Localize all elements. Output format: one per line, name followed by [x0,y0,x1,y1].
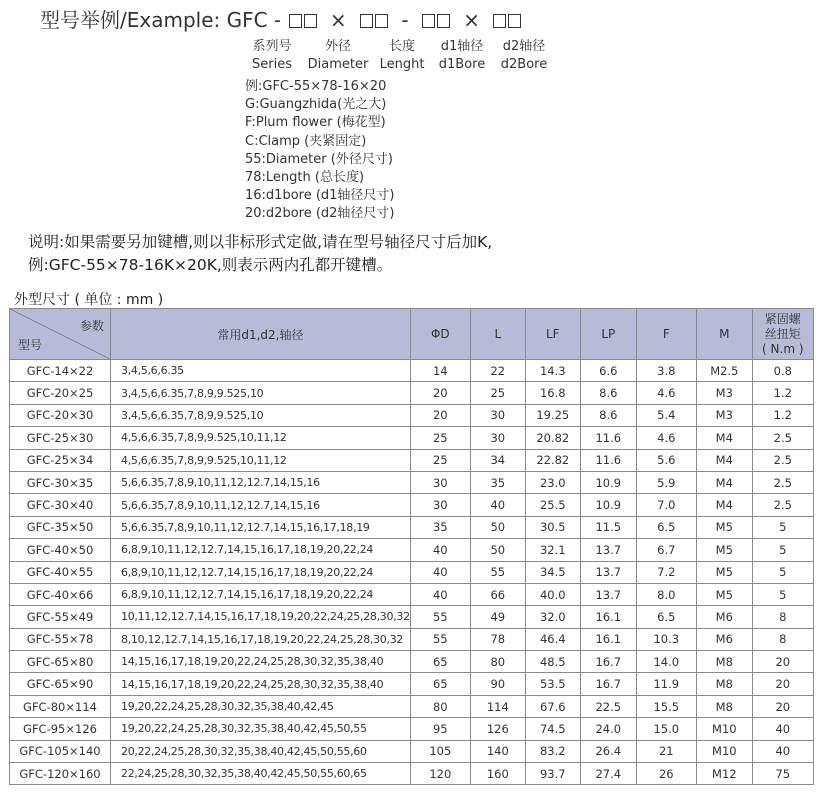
cell-f: 10.3 [636,628,696,650]
table-row [10,583,814,605]
cell-diameter: 65 [410,673,470,695]
code-label-cn: 长度 [388,39,415,54]
cell-lp: 16.1 [580,606,636,628]
cell-lf: 14.3 [525,360,580,382]
cell-screw: M5 [696,561,752,583]
cell-screw: M8 [696,651,752,673]
cell-screw: M8 [696,673,752,695]
cell-torque: 20 [752,695,813,717]
times-sign: × [463,8,481,32]
cell-screw: M5 [696,583,752,605]
cell-bore: 6,8,9,10,11,12,12.7,14,15,16,17,18,19,20,22,24 [111,561,411,583]
cell-lf: 93.7 [525,763,580,785]
table-row [10,718,814,740]
keyway-note [28,231,492,277]
cell-lf: 32.1 [525,539,580,561]
cell-model: GFC-20×25 [10,382,111,404]
cell-lf: 83.2 [525,740,580,762]
cell-lp: 16.7 [580,651,636,673]
cell-model: GFC-80×114 [10,695,111,717]
cell-lf: 48.5 [525,651,580,673]
table-row [10,360,814,382]
cell-length: 90 [470,673,525,695]
cell-model: GFC-20×30 [10,404,111,426]
cell-lf: 40.0 [525,583,580,605]
cell-model: GFC-40×66 [10,583,111,605]
table-row [10,740,814,762]
note-line: 说明:如果需要另加键槽,则以非标形式定做,请在型号轴径尺寸后加K, [28,233,493,251]
placeholder-box [375,14,388,28]
cell-lf: 16.8 [525,382,580,404]
table-row [10,382,814,404]
placeholder-box [437,14,450,28]
code-label-en: Lenght [379,57,425,72]
cell-lf: 46.4 [525,628,580,650]
code-label-diameter [302,38,374,74]
cell-lp: 24.0 [580,718,636,740]
cell-torque: 2.5 [752,427,813,449]
cell-screw: M3 [696,404,752,426]
cell-bore: 5,6,6.35,7,8,9,10,11,12,12.7,14,15,16 [111,471,411,493]
cell-length: 22 [470,360,525,382]
cell-model: GFC-55×78 [10,628,111,650]
cell-bore: 10,11,12,12.7,14,15,16,17,18,19,20,22,24,25,28,30,32 [111,606,411,628]
cell-f: 14.0 [636,651,696,673]
cell-screw: M2.5 [696,360,752,382]
cell-lp: 16.7 [580,673,636,695]
cell-diameter: 35 [410,516,470,538]
torque-line: 紧固螺 [764,311,801,326]
cell-screw: M10 [696,718,752,740]
cell-bore: 5,6,6.35,7,8,9,10,11,12,12.7,14,15,16 [111,494,411,516]
cell-diameter: 14 [410,360,470,382]
cell-bore: 5,6,6.35,7,8,9,10,11,12,12.7,14,15,16,17,18,19 [111,516,411,538]
cell-f: 21 [636,740,696,762]
cell-lf: 67.6 [525,695,580,717]
cell-torque: 2.5 [752,471,813,493]
cell-model: GFC-120×160 [10,763,111,785]
cell-lp: 13.7 [580,539,636,561]
cell-length: 25 [470,382,525,404]
torque-line: ( N.m ) [762,341,804,356]
header-diameter: ΦD [410,309,470,360]
code-label-length [376,38,428,74]
cell-f: 7.2 [636,561,696,583]
cell-torque: 5 [752,561,813,583]
header-bore: 常用d1,d2,轴径 [111,309,411,360]
placeholder-box [508,14,521,28]
cell-f: 7.0 [636,494,696,516]
legend-line: 16:d1bore (d1轴径尺寸) [245,188,395,204]
cell-f: 11.9 [636,673,696,695]
cell-lp: 11.5 [580,516,636,538]
table-row [10,516,814,538]
table-row [10,539,814,561]
cell-f: 6.7 [636,539,696,561]
header-lp: LP [580,309,636,360]
cell-screw: M4 [696,494,752,516]
code-label-series [250,38,294,74]
cell-lp: 13.7 [580,561,636,583]
cell-f: 6.5 [636,606,696,628]
cell-bore: 14,15,16,17,18,19,20,22,24,25,28,30,32,35,38,40 [111,673,411,695]
cell-torque: 40 [752,718,813,740]
cell-lp: 11.6 [580,449,636,471]
cell-model: GFC-95×126 [10,718,111,740]
cell-model: GFC-25×34 [10,449,111,471]
cell-diameter: 25 [410,427,470,449]
dimension-table [9,308,814,785]
example-title [40,4,522,33]
cell-f: 5.6 [636,449,696,471]
cell-screw: M8 [696,695,752,717]
cell-lp: 10.9 [580,471,636,493]
code-label-cn: 外径 [324,39,351,54]
table-body [10,360,814,785]
cell-bore: 14,15,16,17,18,19,20,22,24,25,28,30,32,35,38,40 [111,651,411,673]
cell-f: 15.0 [636,718,696,740]
cell-diameter: 120 [410,763,470,785]
legend-line: 20:d2bore (d2轴径尺寸) [245,206,395,222]
header-length: L [470,309,525,360]
legend-line: C:Clamp (夹紧固定) [245,133,367,149]
cell-bore: 6,8,9,10,11,12,12.7,14,15,16,17,18,19,20,22,24 [111,539,411,561]
cell-torque: 75 [752,763,813,785]
cell-lf: 30.5 [525,516,580,538]
table-row [10,471,814,493]
cell-model: GFC-25×30 [10,427,111,449]
code-label-cn: d2轴径 [502,39,546,54]
cell-torque: 20 [752,651,813,673]
cell-length: 126 [470,718,525,740]
code-label-en: d2Bore [500,57,548,72]
cell-bore: 8,10,12,12.7,14,15,16,17,18,19,20,22,24,25,28,30,32 [111,628,411,650]
placeholder-box [493,14,506,28]
table-row [10,449,814,471]
header-torque [752,309,813,360]
cell-lp: 27.4 [580,763,636,785]
table-row [10,404,814,426]
cell-bore: 3,4,5,6,6.35,7,8,9,9.525,10 [111,404,411,426]
legend-line: 例:GFC-55×78-16×20 [245,79,387,94]
placeholder-box [304,14,317,28]
table-row [10,561,814,583]
cell-diameter: 30 [410,494,470,516]
cell-screw: M12 [696,763,752,785]
cell-lp: 26.4 [580,740,636,762]
cell-model: GFC-65×80 [10,651,111,673]
legend-line: F:Plum flower (梅花型) [245,115,386,131]
cell-f: 15.5 [636,695,696,717]
cell-screw: M4 [696,471,752,493]
cell-model: GFC-105×140 [10,740,111,762]
cell-diameter: 80 [410,695,470,717]
cell-lf: 23.0 [525,471,580,493]
cell-screw: M4 [696,449,752,471]
cell-f: 8.0 [636,583,696,605]
cell-lp: 11.6 [580,427,636,449]
cell-torque: 5 [752,583,813,605]
note-line: 例:GFC-55×78-16K×20K,则表示两内孔都开键槽。 [28,256,393,274]
cell-bore: 19,20,22,24,25,28,30,32,35,38,40,42,45,50,55 [111,718,411,740]
cell-lf: 19.25 [525,404,580,426]
table-header-row [10,309,814,360]
cell-bore: 20,22,24,25,28,30,32,35,38,40,42,45,50,55,60 [111,740,411,762]
torque-line: 丝扭矩 [764,326,801,341]
cell-bore: 4,5,6,6.35,7,8,9,9.525,10,11,12 [111,427,411,449]
placeholder-box [422,14,435,28]
cell-diameter: 20 [410,382,470,404]
dash-sign: - [401,8,409,32]
table-row [10,673,814,695]
placeholder-box [360,14,373,28]
header-screw: M [696,309,752,360]
code-label-cn: d1轴径 [440,39,484,54]
cell-torque: 8 [752,628,813,650]
cell-torque: 0.8 [752,360,813,382]
cell-lf: 20.82 [525,427,580,449]
cell-lp: 22.5 [580,695,636,717]
cell-lp: 8.6 [580,382,636,404]
cell-diameter: 65 [410,651,470,673]
code-label-en: Series [252,57,292,72]
header-param-label: 参数 [79,319,104,333]
cell-diameter: 55 [410,628,470,650]
table-row [10,695,814,717]
header-f: F [636,309,696,360]
code-legend [245,78,395,224]
cell-screw: M5 [696,539,752,561]
cell-bore: 6,8,9,10,11,12,12.7,14,15,16,17,18,19,20,22,24 [111,583,411,605]
cell-lf: 74.5 [525,718,580,740]
cell-screw: M5 [696,516,752,538]
cell-length: 30 [470,404,525,426]
cell-bore: 3,4,5,6,6.35 [111,360,411,382]
cell-screw: M10 [696,740,752,762]
header-model-label: 型号 [18,338,43,352]
cell-f: 26 [636,763,696,785]
cell-f: 3.8 [636,360,696,382]
cell-bore: 4,5,6,6.35,7,8,9,9.525,10,11,12 [111,449,411,471]
times-sign: × [329,8,347,32]
cell-f: 4.6 [636,382,696,404]
cell-lp: 10.9 [580,494,636,516]
cell-torque: 2.5 [752,494,813,516]
cell-diameter: 55 [410,606,470,628]
table-title: 外型尺寸 ( 单位 : mm ) [14,292,164,308]
cell-model: GFC-65×90 [10,673,111,695]
code-label-d2 [494,38,554,74]
table-row [10,494,814,516]
cell-model: GFC-55×49 [10,606,111,628]
legend-line: 78:Length (总长度) [245,170,365,186]
header-corner [10,309,111,360]
title-prefix: 型号举例/Example: GFC - [40,8,282,32]
cell-model: GFC-30×40 [10,494,111,516]
table-row [10,651,814,673]
cell-torque: 5 [752,539,813,561]
cell-length: 140 [470,740,525,762]
cell-length: 34 [470,449,525,471]
cell-torque: 8 [752,606,813,628]
cell-screw: M3 [696,382,752,404]
cell-bore: 3,4,5,6,6.35,7,8,9,9.525,10 [111,382,411,404]
cell-length: 114 [470,695,525,717]
code-label-cn: 系列号 [252,39,292,54]
cell-torque: 5 [752,516,813,538]
cell-torque: 2.5 [752,449,813,471]
cell-diameter: 105 [410,740,470,762]
legend-line: G:Guangzhida(光之大) [245,97,387,113]
cell-diameter: 25 [410,449,470,471]
cell-model: GFC-40×50 [10,539,111,561]
cell-length: 66 [470,583,525,605]
cell-bore: 22,24,25,28,30,32,35,38,40,42,45,50,55,60,65 [111,763,411,785]
cell-diameter: 20 [410,404,470,426]
placeholder-box [289,14,302,28]
cell-screw: M6 [696,606,752,628]
cell-diameter: 40 [410,583,470,605]
cell-length: 80 [470,651,525,673]
cell-f: 5.9 [636,471,696,493]
cell-model: GFC-14×22 [10,360,111,382]
cell-torque: 1.2 [752,382,813,404]
cell-f: 5.4 [636,404,696,426]
cell-lf: 34.5 [525,561,580,583]
cell-length: 78 [470,628,525,650]
cell-length: 35 [470,471,525,493]
cell-torque: 40 [752,740,813,762]
cell-f: 6.5 [636,516,696,538]
cell-length: 49 [470,606,525,628]
cell-model: GFC-30×35 [10,471,111,493]
cell-model: GFC-40×55 [10,561,111,583]
cell-diameter: 40 [410,561,470,583]
cell-lf: 25.5 [525,494,580,516]
table-row [10,606,814,628]
cell-lf: 53.5 [525,673,580,695]
cell-length: 55 [470,561,525,583]
cell-length: 160 [470,763,525,785]
cell-lp: 16.1 [580,628,636,650]
cell-bore: 19,20,22,24,25,28,30,32,35,38,40,42,45 [111,695,411,717]
table-row [10,763,814,785]
cell-torque: 20 [752,673,813,695]
table-row [10,628,814,650]
cell-diameter: 40 [410,539,470,561]
cell-length: 30 [470,427,525,449]
cell-f: 4.6 [636,427,696,449]
code-label-en: d1Bore [438,57,486,72]
code-label-en: Diameter [307,57,369,72]
cell-torque: 1.2 [752,404,813,426]
cell-lf: 22.82 [525,449,580,471]
cell-length: 50 [470,516,525,538]
cell-lp: 6.6 [580,360,636,382]
cell-lf: 32.0 [525,606,580,628]
table-row [10,427,814,449]
cell-diameter: 95 [410,718,470,740]
cell-length: 50 [470,539,525,561]
cell-diameter: 30 [410,471,470,493]
code-label-d1 [434,38,490,74]
cell-lp: 8.6 [580,404,636,426]
legend-line: 55:Diameter (外径尺寸) [245,151,393,167]
cell-length: 40 [470,494,525,516]
cell-screw: M6 [696,628,752,650]
cell-screw: M4 [696,427,752,449]
header-lf: LF [525,309,580,360]
cell-model: GFC-35×50 [10,516,111,538]
cell-lp: 13.7 [580,583,636,605]
